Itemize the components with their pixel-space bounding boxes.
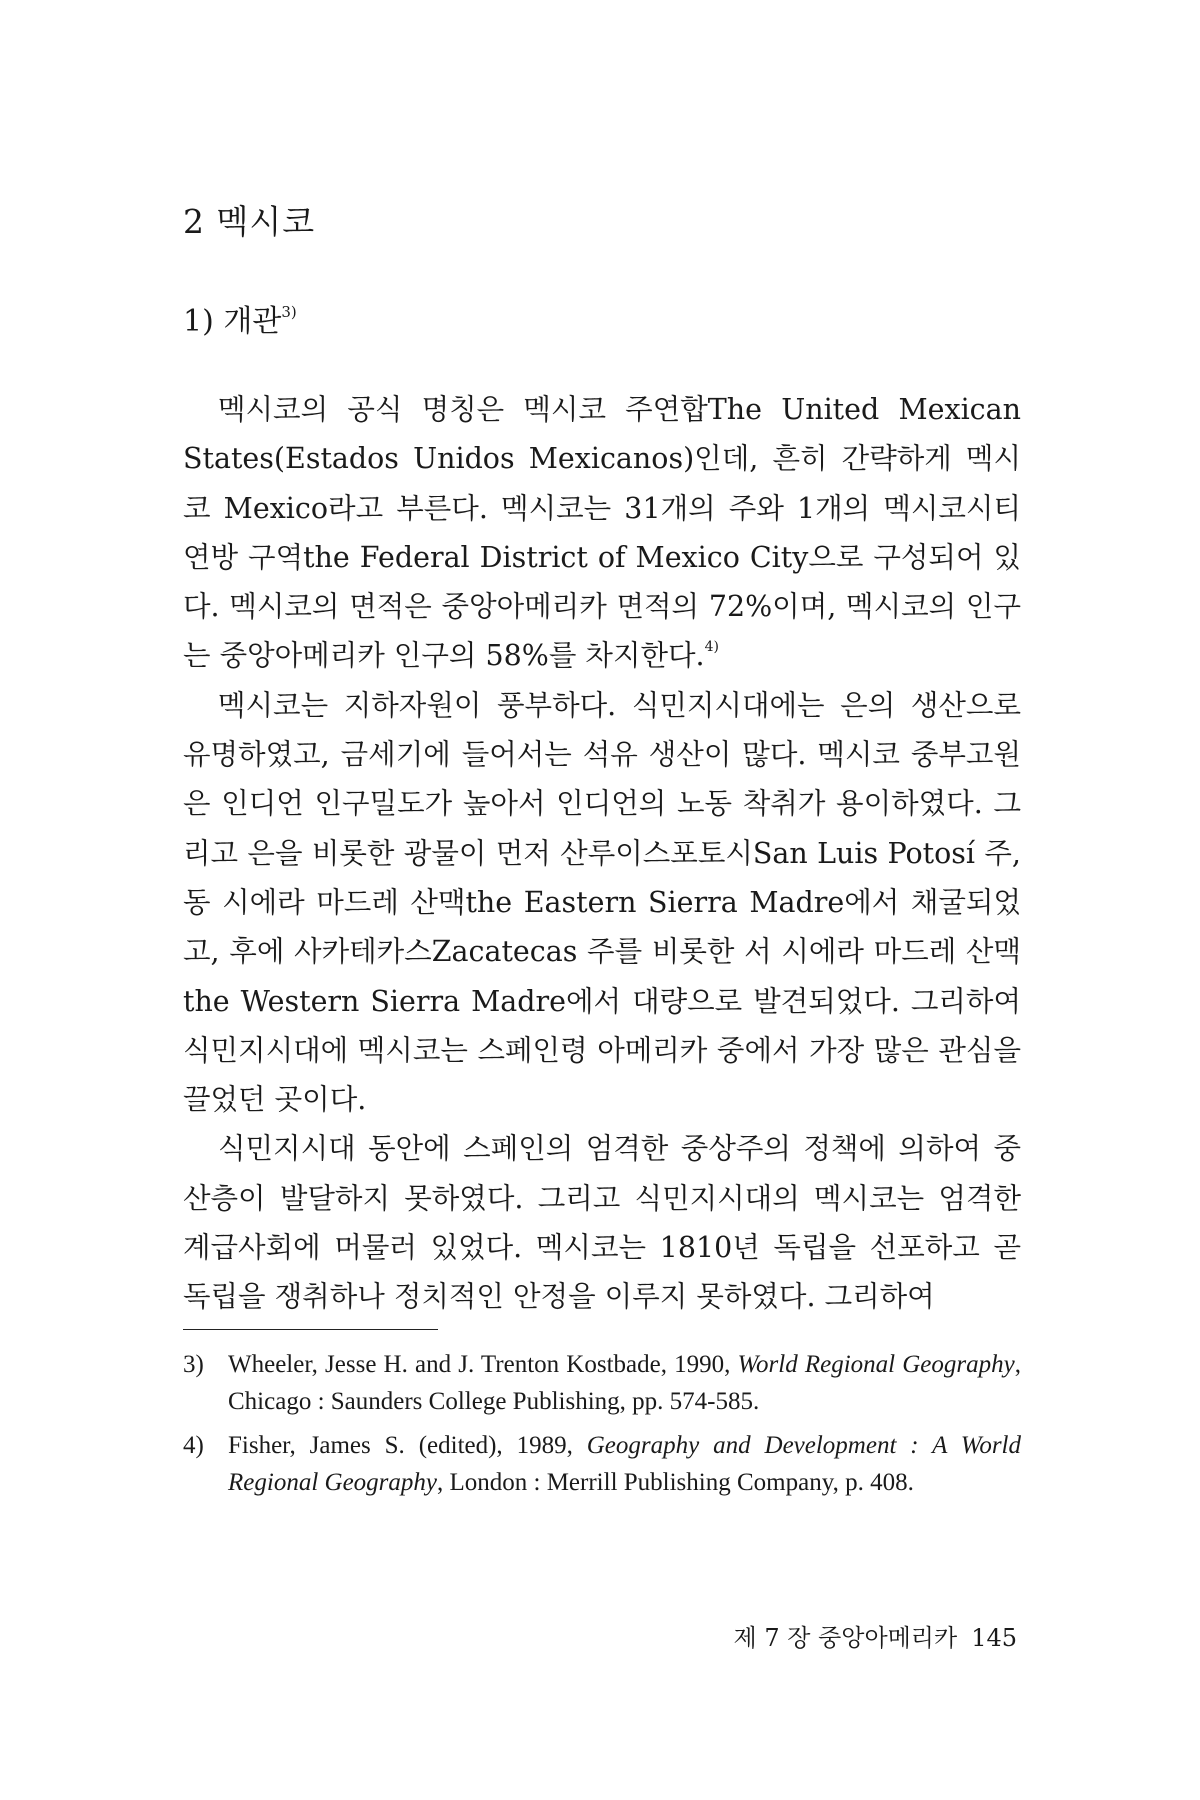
footnote-divider (183, 1329, 438, 1330)
page-footer (0, 1618, 1017, 1653)
footnotes (183, 1346, 1021, 1508)
subsection-name: 개관 (223, 304, 282, 339)
footnote-text: , Chicago : Saunders College Publishing, pp. 574-585. (228, 1351, 1021, 1415)
subsection-number: 1) (183, 304, 214, 339)
footnote-text: , London : Merrill Publishing Company, p. 408. (436, 1469, 914, 1496)
footnote-title: Geography and Development : A World Regional Geography (228, 1432, 1021, 1496)
page-number: 145 (971, 1624, 1017, 1652)
footnote-text: Wheeler, Jesse H. and J. Trenton Kostbade, 1990, (228, 1351, 738, 1378)
paragraph-text: 식민지시대 동안에 스페인의 엄격한 중상주의 정책에 의하여 중산층이 발달하지 못하였다. 그리고 식민지시대의 멕시코는 엄격한 계급사회에 머물러 있었다. 멕시코는 1810년 독립을 선포하고 곧 독립을 쟁취하나 정치적인 안정을 이루지 못하였다. 그리하여 (183, 1132, 1021, 1314)
footnote-number: 4) (183, 1432, 204, 1459)
footnote-item (183, 1346, 1021, 1420)
section-number: 2 (183, 202, 205, 241)
footnote-number: 3) (183, 1351, 204, 1378)
paragraph (183, 681, 1021, 1125)
footnote-item (183, 1427, 1021, 1501)
paragraph (183, 1124, 1021, 1321)
paragraph (183, 385, 1021, 681)
chapter-label: 제 7 장 중앙아메리카 (733, 1624, 958, 1652)
footnote-text: Fisher, James S. (edited), 1989, (228, 1432, 587, 1459)
section-name: 멕시코 (216, 202, 316, 241)
footnote-ref[interactable]: 4) (704, 639, 719, 656)
paragraph-text: 멕시코의 공식 명칭은 멕시코 주연합The United Mexican States(Estados Unidos Mexicanos)인데, 흔히 간략하게 멕시코 Mexico라고 부른다. 멕시코는 31개의 주와 1개의 멕시코시티 연방 구역the Federal District of Mexico City으로 구성되어 있다. 멕시코의 면적은 중앙아메리카 면적의 72%이며, 멕시코의 인구는 중앙아메리카 인구의 58%를 차지한다. (183, 393, 1021, 673)
paragraph-text: 멕시코는 지하자원이 풍부하다. 식민지시대에는 은의 생산으로 유명하였고, 금세기에 들어서는 석유 생산이 많다. 멕시코 중부고원은 인디언 인구밀도가 높아서 인디언의 노동 착취가 용이하였다. 그리고 은을 비롯한 광물이 먼저 산루이스포토시San Luis Potosí 주, 동 시에라 마드레 산맥the Eastern Sierra Madre에서 채굴되었고, 후에 사카테카스Zacatecas 주를 비롯한 서 시에라 마드레 산맥the Western Sierra Madre에서 대량으로 발견되었다. 그리하여 식민지시대에 멕시코는 스페인령 아메리카 중에서 가장 많은 관심을 끌었던 곳이다. (183, 688, 1021, 1117)
section-title (183, 196, 315, 243)
footnote-ref[interactable]: 3) (281, 303, 297, 321)
body-text (183, 385, 1021, 1322)
footnote-title: World Regional Geography (737, 1351, 1015, 1378)
subsection-title (183, 296, 297, 340)
